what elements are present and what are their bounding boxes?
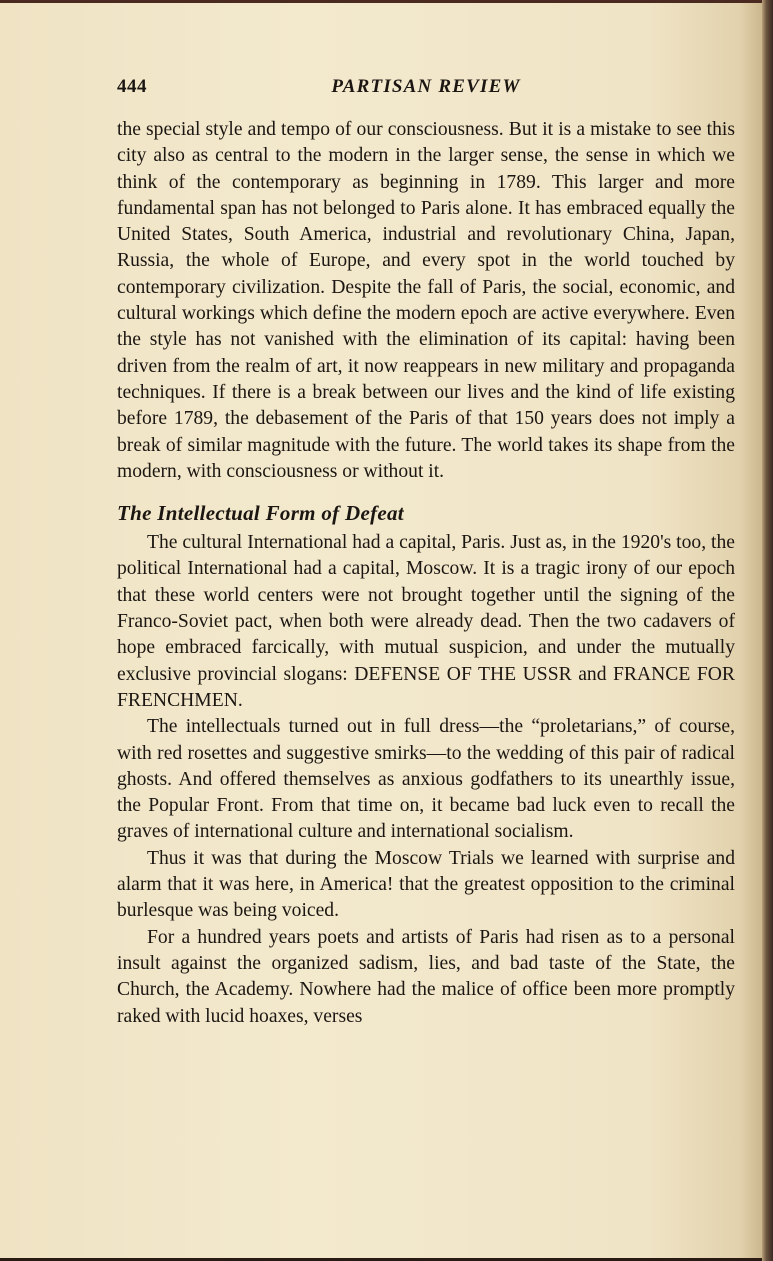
body-text (117, 117, 735, 1030)
page-header (117, 76, 735, 102)
paragraph: The cultural International had a capital, Paris. Just as, in the 1920's too, the political International had a capital, Moscow. It is a tragic irony of our epoch that these world centers were not brought together until the signing of the Franco-Soviet pact, when both were already dead. Then the two cadavers of hope embraced farcically, with mutual suspicion, and under the mutually exclusive provincial slogans: DEFENSE OF THE USSR and FRANCE FOR FRENCHMEN. (117, 532, 735, 711)
section-heading: The Intellectual Form of Defeat (117, 501, 404, 526)
paragraph: The intellectuals turned out in full dress—the “proletarians,” of course, with red rosettes and suggestive smirks—to the wedding of this pair of radical ghosts. And offered themselves as anxious godfathers to its unearthly issue, the Popular Front. From that time on, it became bad luck even to recall the graves of international culture and international socialism. (117, 716, 735, 843)
paragraph: For a hundred years poets and artists of Paris had risen as to a personal insult against the organized sadism, lies, and bad taste of the State, the Church, the Academy. Nowhere had the malice of office been more promptly raked with lucid hoaxes, verses (117, 926, 735, 1027)
book-spine-edge (762, 0, 773, 1261)
paragraph-continued: the special style and tempo of our consciousness. But it is a mistake to see this city also as central to the modern in the larger sense, the sense in which we think of the contemporary as beginning in 1789. This larger and more fundamental span has not belonged to Paris alone. It has embraced equally the United States, South America, industrial and revolutionary China, Japan, Russia, the whole of Europe, and every spot in the world touched by contemporary civilization. Despite the fall of Paris, the social, economic, and cultural workings which define the modern epoch are active everywhere. Even the style has not vanished with the elimination of its capital: having been driven from the realm of art, it now reappears in new military and propaganda techniques. If there is a break between our lives and the kind of life existing before 1789, the debasement of the Paris of that 150 years does not imply a break of similar magnitude with the future. The world takes its shape from the modern, with consciousness or without it. (117, 119, 735, 482)
running-head: PARTISAN REVIEW (331, 76, 521, 97)
page-number: 444 (117, 76, 147, 97)
paragraph: Thus it was that during the Moscow Trials we learned with surprise and alarm that it was here, in America! that the greatest opposition to the criminal burlesque was being voiced. (117, 847, 735, 922)
